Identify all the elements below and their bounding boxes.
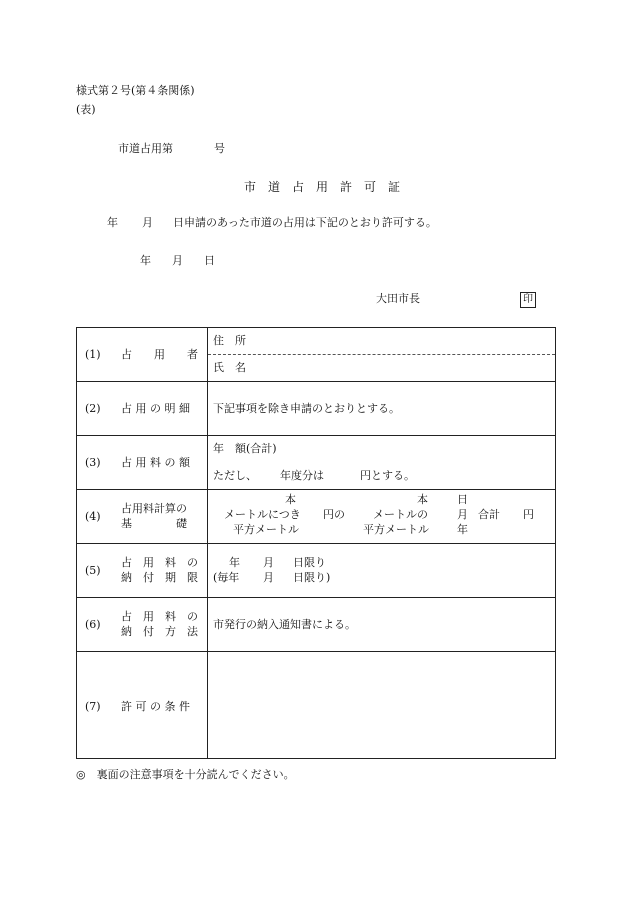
- row1-dashed-divider: [208, 354, 555, 355]
- row2-label: 占 用 の 明 細: [121, 402, 190, 415]
- row5-number: (5): [85, 564, 101, 577]
- row7-number: (7): [85, 700, 101, 713]
- row4-label-line2: 基 礎: [121, 517, 187, 530]
- annual-deadline-prefix: (毎年: [213, 571, 240, 584]
- calc-per-meter: メートルにつき: [224, 508, 301, 521]
- row4-label-line1: 占用料計算の: [121, 502, 187, 515]
- calc-day: 日: [457, 493, 468, 506]
- row3-number: (3): [85, 456, 101, 469]
- row1-number: (1): [85, 348, 101, 361]
- calc-square-meter-2: 平方メートル: [363, 523, 429, 536]
- deadline-year: 年: [229, 556, 240, 569]
- intro-month: 月: [142, 216, 153, 229]
- calc-square-meter-1: 平方メートル: [233, 523, 299, 536]
- row-divider: [77, 489, 555, 490]
- row5-label-line1: 占 用 料 の: [121, 556, 198, 569]
- calc-count-2: 本: [417, 493, 428, 506]
- proviso-text: ただし、: [213, 469, 257, 482]
- row6-label-line2: 納 付 方 法: [121, 625, 198, 638]
- permit-number-suffix: 号: [214, 142, 225, 155]
- fiscal-year-text: 年度分は: [280, 469, 324, 482]
- row-divider: [77, 597, 555, 598]
- calc-yen-of: 円の: [323, 508, 345, 521]
- intro-sentence: 日申請のあった市道の占用は下記のとおり許可する。: [173, 216, 437, 229]
- date-year: 年: [140, 254, 151, 267]
- row-divider: [77, 543, 555, 544]
- row1-label: 占 用 者: [121, 348, 198, 361]
- seal-mark: 印: [520, 292, 536, 308]
- issuer-name: 大田市長: [376, 292, 420, 305]
- row-divider: [77, 435, 555, 436]
- footer-note: ◎ 裏面の注意事項を十分読んでください。: [76, 768, 295, 781]
- calc-total-yen: 円: [523, 508, 534, 521]
- row3-label: 占 用 料 の 額: [121, 456, 190, 469]
- row2-number: (2): [85, 402, 101, 415]
- calc-count-1: 本: [285, 493, 296, 506]
- payment-method-value: 市発行の納入通知書による。: [213, 618, 356, 631]
- deadline-month: 月: [263, 556, 274, 569]
- row7-label: 許 可 の 条 件: [121, 700, 190, 713]
- calc-month: 月: [457, 508, 468, 521]
- calc-meter-of: メートルの: [373, 508, 428, 521]
- calc-total: 合計: [478, 508, 500, 521]
- calc-year: 年: [457, 523, 468, 536]
- permit-number-prefix: 市道占用第: [118, 142, 173, 155]
- annual-deadline-day: 日限り): [293, 571, 331, 584]
- annual-deadline-month: 月: [263, 571, 274, 584]
- form-number: 様式第２号(第４条関係): [76, 84, 195, 97]
- deadline-day: 日限り: [293, 556, 326, 569]
- row-divider: [77, 381, 555, 382]
- row6-number: (6): [85, 618, 101, 631]
- document-title: 市 道 占 用 許 可 証: [244, 180, 401, 194]
- date-month: 月: [172, 254, 183, 267]
- row-divider: [77, 651, 555, 652]
- permit-table: [76, 327, 556, 759]
- front-side-label: (表): [76, 103, 96, 116]
- amount-text: 円とする。: [360, 469, 415, 482]
- row4-number: (4): [85, 510, 101, 523]
- intro-year: 年: [107, 216, 118, 229]
- annual-total-label: 年 額(合計): [213, 442, 277, 455]
- row6-label-line1: 占 用 料 の: [121, 610, 198, 623]
- address-label: 住 所: [213, 334, 246, 347]
- date-day: 日: [204, 254, 215, 267]
- row5-label-line2: 納 付 期 限: [121, 571, 198, 584]
- name-label: 氏 名: [213, 361, 246, 374]
- row2-value: 下記事項を除き申請のとおりとする。: [213, 402, 400, 415]
